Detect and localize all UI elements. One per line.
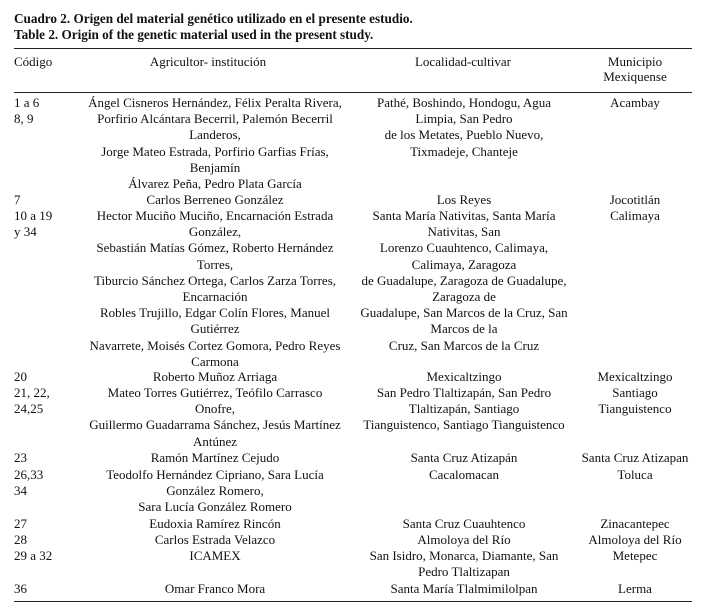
row-farmer-line: Tiburcio Sánchez Ortega, Carlos Zarza Torres, — [93, 272, 337, 288]
row-locality-line: Cruz, San Marcos de la Cruz — [388, 337, 540, 353]
row-municipality-line: Toluca — [617, 467, 653, 482]
row-code-line: 24,25 — [14, 401, 44, 417]
row-farmer-line: Guillermo Guadarrama Sánchez, Jesús Martínez — [89, 417, 341, 433]
row-farmer — [70, 450, 360, 466]
row-farmer-line: Porfirio Alcántara Becerril, Palemón Becerril — [97, 111, 333, 127]
row-code — [14, 467, 72, 499]
row-locality — [352, 95, 576, 160]
row-locality-line: San Pedro Tlaltizapán, San Pedro — [376, 385, 552, 400]
row-farmer-line: ICAMEX — [189, 548, 241, 563]
row-farmer-line: Roberto Muñoz Arriaga — [152, 369, 278, 384]
header-municipality — [576, 54, 694, 84]
row-farmer-line: Carlos Estrada Velazco — [154, 532, 276, 547]
row-municipality — [576, 208, 694, 224]
row-farmer-line: Benjamín — [189, 159, 241, 175]
row-farmer-line: Omar Franco Mora — [164, 581, 266, 596]
row-locality — [352, 369, 576, 385]
row-farmer-line: Jorge Mateo Estrada, Porfirio Garfias Frías, — [101, 143, 329, 159]
row-code-line: 27 — [14, 516, 27, 531]
row-locality-line: Santa Cruz Atizapán — [410, 450, 518, 465]
row-farmer — [70, 95, 360, 192]
row-code-line: 20 — [14, 369, 27, 384]
row-farmer — [70, 467, 360, 516]
row-municipality — [576, 192, 694, 208]
row-code — [14, 532, 72, 548]
row-farmer-line: Gutiérrez — [190, 321, 240, 337]
row-locality-line: Pathé, Boshindo, Hondogu, Agua — [376, 95, 552, 110]
row-locality-line: Calimaya, Zaragoza — [411, 256, 517, 272]
row-locality — [352, 208, 576, 354]
row-code — [14, 385, 72, 417]
row-code-line: 26,33 — [14, 467, 44, 482]
row-farmer — [70, 369, 360, 385]
row-code — [14, 95, 72, 127]
row-locality — [352, 581, 576, 597]
row-farmer-line: Robles Trujillo, Edgar Colín Flores, Manuel — [99, 305, 331, 321]
row-municipality — [576, 548, 694, 564]
row-farmer — [70, 548, 360, 564]
row-municipality — [576, 532, 694, 548]
row-farmer-line: Hector Muciño Muciño, Encarnación Estrada — [96, 208, 334, 223]
row-code-line: 34 — [14, 483, 27, 499]
row-locality — [352, 548, 576, 580]
row-farmer-line: Encarnación — [182, 289, 248, 305]
row-locality-line: Limpia, San Pedro — [415, 111, 513, 127]
row-farmer — [70, 532, 360, 548]
header-municipality-line-2: Mexiquense — [603, 69, 667, 84]
row-municipality — [576, 516, 694, 532]
header-rule — [14, 92, 692, 93]
row-code-line: 7 — [14, 192, 21, 207]
row-farmer-line: Antúnez — [192, 433, 238, 449]
row-locality-line: Lorenzo Cuauhtenco, Calimaya, — [379, 240, 549, 256]
row-locality-line: Zaragoza de — [432, 289, 496, 305]
row-code-line: y 34 — [14, 224, 37, 240]
row-code — [14, 450, 72, 466]
row-locality-line: Cacalomacan — [428, 467, 499, 482]
table-caption — [14, 11, 413, 43]
row-municipality — [576, 450, 694, 466]
row-locality-line: Tlaltizapán, Santiago — [408, 401, 520, 417]
row-municipality-line: Tianguistenco — [598, 401, 672, 417]
header-code: Código — [14, 54, 53, 69]
row-farmer — [70, 516, 360, 532]
row-code-line: 23 — [14, 450, 27, 465]
row-locality-line: Nativitas, San — [427, 224, 501, 240]
row-code — [14, 192, 72, 208]
top-rule — [14, 48, 692, 49]
row-farmer-line: Álvarez Peña, Pedro Plata García — [128, 176, 302, 192]
row-locality — [352, 450, 576, 466]
row-code — [14, 581, 72, 597]
row-code-line: 29 a 32 — [14, 548, 53, 563]
row-municipality — [576, 581, 694, 597]
row-code-line: 1 a 6 — [14, 95, 40, 110]
row-code-line: 36 — [14, 581, 27, 596]
row-locality — [352, 532, 576, 548]
row-municipality-line: Almoloya del Río — [588, 532, 682, 547]
header-locality: Localidad-cultivar — [414, 54, 511, 69]
header-municipality-line-1: Municipio — [607, 54, 663, 69]
row-municipality-line: Lerma — [618, 581, 652, 596]
row-locality-line: Guadalupe, San Marcos de la Cruz, San — [360, 305, 568, 321]
row-municipality — [576, 369, 694, 385]
row-farmer-line: Navarrete, Moisés Cortez Gomora, Pedro Reyes — [89, 337, 341, 353]
row-farmer — [70, 208, 360, 370]
row-code — [14, 516, 72, 532]
row-municipality-line: Santiago — [612, 385, 658, 400]
row-farmer-line: Teodolfo Hernández Cipriano, Sara Lucía — [106, 467, 324, 482]
row-municipality — [576, 467, 694, 483]
row-farmer-line: González, — [188, 224, 242, 240]
row-code — [14, 208, 72, 240]
row-code-line: 8, 9 — [14, 111, 34, 127]
row-code-line: 21, 22, — [14, 385, 50, 400]
row-municipality-line: Calimaya — [610, 208, 660, 223]
row-farmer-line: Ramón Martínez Cejudo — [150, 450, 280, 465]
row-locality — [352, 192, 576, 208]
row-farmer — [70, 581, 360, 597]
row-locality-line: Pedro Tlaltizapan — [418, 564, 510, 580]
row-municipality-line: Metepec — [612, 548, 658, 563]
row-municipality — [576, 385, 694, 417]
row-municipality-line: Acambay — [610, 95, 660, 110]
row-farmer — [70, 385, 360, 450]
row-locality-line: de los Metates, Pueblo Nuevo, — [384, 127, 544, 143]
row-locality-line: Tianguistenco, Santiago Tianguistenco — [363, 417, 565, 433]
row-locality-line: Almoloya del Río — [417, 532, 511, 547]
row-locality-line: Santa María Nativitas, Santa María — [372, 208, 556, 223]
row-municipality-line: Santa Cruz Atizapan — [581, 450, 689, 465]
row-locality-line: Santa María Tlalmimilolpan — [390, 581, 538, 596]
row-farmer-line: González Romero, — [166, 483, 264, 499]
row-farmer-line: Carlos Berreneo González — [146, 192, 284, 207]
row-farmer-line: Onofre, — [194, 401, 236, 417]
row-locality — [352, 467, 576, 483]
row-farmer-line: Landeros, — [189, 127, 241, 143]
row-municipality-line: Zinacantepec — [600, 516, 670, 531]
row-locality-line: San Isidro, Monarca, Diamante, San — [369, 548, 559, 563]
row-code-line: 10 a 19 — [14, 208, 53, 223]
row-locality-line: Los Reyes — [436, 192, 492, 207]
row-locality-line: Mexicaltzingo — [426, 369, 502, 384]
row-municipality-line: Jocotitlán — [609, 192, 661, 207]
row-farmer-line: Ángel Cisneros Hernández, Félix Peralta Rivera, — [88, 95, 342, 110]
row-code-line: 28 — [14, 532, 27, 547]
row-farmer-line: Torres, — [196, 256, 234, 272]
row-locality-line: Tixmadeje, Chanteje — [410, 143, 518, 159]
row-locality — [352, 516, 576, 532]
row-municipality-line: Mexicaltzingo — [597, 369, 673, 384]
row-farmer-line: Sebastián Matías Gómez, Roberto Hernández — [96, 240, 334, 256]
row-code — [14, 369, 72, 385]
bottom-rule — [14, 601, 692, 602]
row-locality — [352, 385, 576, 434]
row-municipality — [576, 95, 694, 111]
row-locality-line: Marcos de la — [430, 321, 498, 337]
row-farmer-line: Carmona — [191, 353, 239, 369]
row-code — [14, 548, 72, 564]
row-locality-line: de Guadalupe, Zaragoza de Guadalupe, — [361, 272, 567, 288]
caption-english: Table 2. Origin of the genetic material used in the present study. — [14, 27, 374, 42]
row-farmer-line: Sara Lucía González Romero — [138, 499, 292, 515]
header-farmer: Agricultor- institución — [149, 54, 267, 69]
row-farmer-line: Mateo Torres Gutiérrez, Teófilo Carrasco — [107, 385, 323, 400]
row-locality-line: Santa Cruz Cuauhtenco — [402, 516, 526, 531]
caption-spanish: Cuadro 2. Origen del material genético utilizado en el presente estudio. — [14, 11, 413, 26]
row-farmer — [70, 192, 360, 208]
row-farmer-line: Eudoxia Ramírez Rincón — [149, 516, 281, 531]
